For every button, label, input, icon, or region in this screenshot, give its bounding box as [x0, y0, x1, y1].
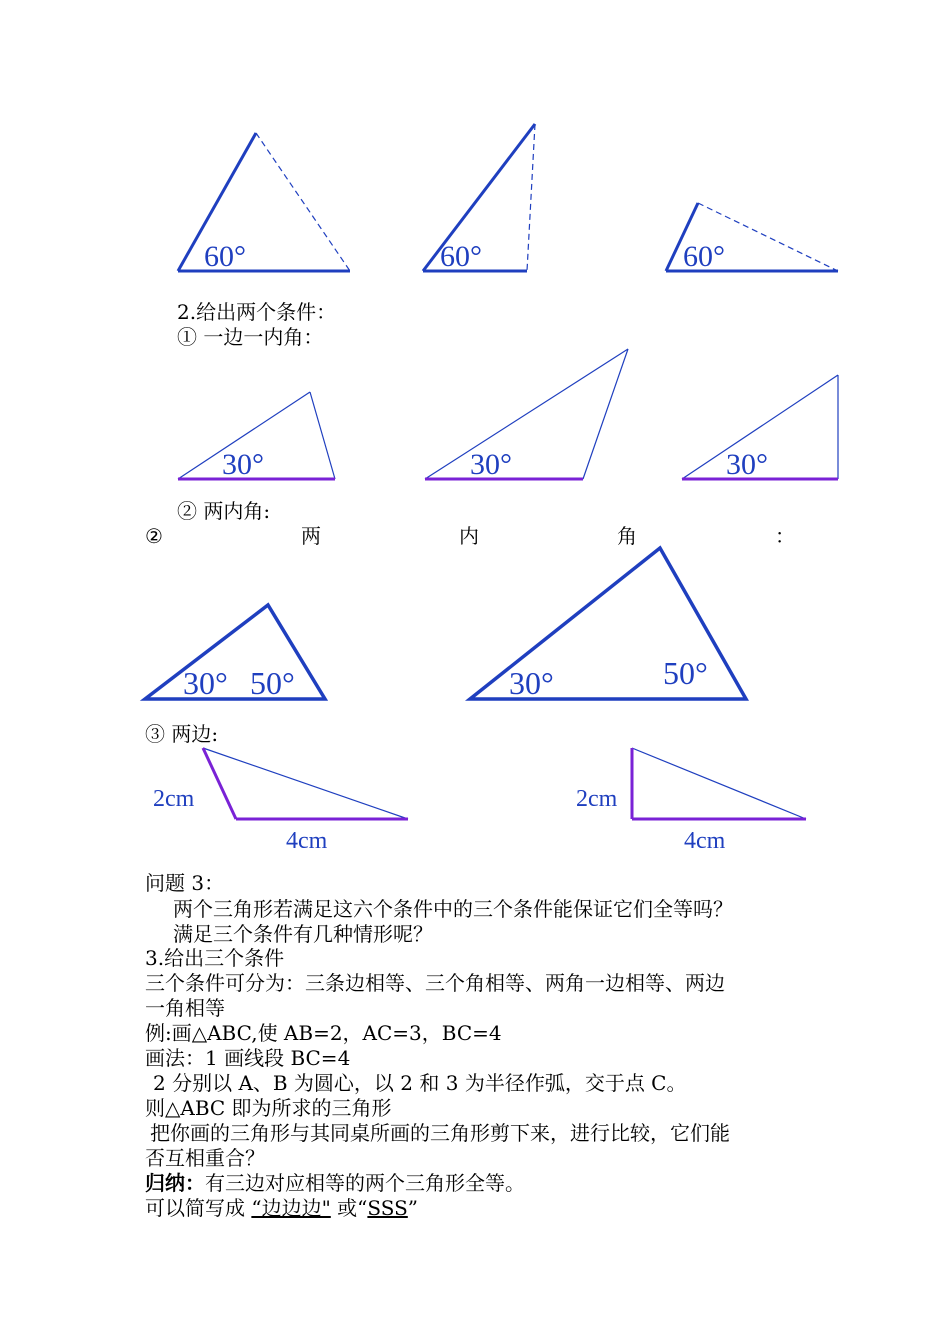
triangle-two-angles-1: [145, 605, 325, 701]
angle-label-30: 30°: [470, 448, 512, 481]
question3-line2: 满足三个条件有几种情形呢？: [173, 922, 433, 946]
side-label-4cm: 4cm: [684, 828, 726, 854]
summary-line: [145, 1171, 525, 1195]
angle-label-50: 50°: [250, 665, 295, 701]
summary-text: 有三边对应相等的两个三角形全等。: [205, 1171, 525, 1195]
example-line: 例:画△ABC,使 AB=2，AC=3，BC=4: [145, 1021, 502, 1045]
compare-line1: 把你画的三角形与其同桌所画的三角形剪下来，进行比较，它们能: [150, 1121, 730, 1145]
spread-char: ②: [145, 524, 163, 548]
section3-line1: 三个条件可分为：三条边相等、三个角相等、两角一边相等、两边: [145, 971, 725, 995]
triangle-30-2: [425, 349, 628, 481]
short-form-line: [145, 1196, 418, 1220]
angle-label-60: 60°: [204, 240, 246, 273]
case2-spread-line: [145, 524, 795, 548]
spread-char: 内: [458, 524, 479, 548]
compare-line2: 否互相重合？: [145, 1146, 265, 1170]
side-label-2cm: 2cm: [576, 786, 618, 812]
angle-label-60: 60°: [440, 240, 482, 273]
spread-char: 两: [300, 524, 321, 548]
short-or: 或“: [337, 1196, 368, 1220]
question3-line1: 两个三角形若满足这六个条件中的三个条件能保证它们全等吗？: [173, 897, 733, 921]
method-step2: 2 分别以 A、B 为圆心，以 2 和 3 为半径作弧，交于点 C。: [153, 1071, 687, 1095]
result-line: 则△ABC 即为所求的三角形: [145, 1096, 392, 1120]
short-end: ”: [407, 1196, 419, 1220]
angle-label-30: 30°: [222, 448, 264, 481]
section3-line2: 一角相等: [145, 996, 225, 1020]
side-label-2cm: 2cm: [153, 786, 195, 812]
question3-title: 问题 3：: [145, 871, 225, 895]
triangle-two-sides-2: [576, 748, 806, 854]
short-sss-chinese: “边边边": [251, 1196, 331, 1220]
summary-label: 归纳：: [145, 1171, 205, 1195]
triangle-30-3: [682, 375, 838, 481]
spread-char: ：: [775, 524, 795, 548]
case1-label: ① 一边一内角：: [177, 325, 324, 349]
triangle-60-1: [178, 133, 350, 273]
short-sss: SSS: [367, 1196, 408, 1220]
triangle-60-3: [666, 203, 838, 273]
side-label-4cm: 4cm: [286, 828, 328, 854]
short-prefix: 可以简写成: [145, 1196, 245, 1220]
triangle-two-angles-2: [470, 548, 746, 701]
triangle-two-sides-1: [153, 748, 408, 854]
method-step1: 画法：1 画线段 BC=4: [145, 1046, 351, 1070]
spread-char: 角: [616, 524, 637, 548]
case2-label: ② 两内角:: [177, 499, 271, 523]
section2-heading: 2.给出两个条件：: [177, 300, 337, 324]
angle-label-50: 50°: [663, 655, 708, 691]
triangle-30-1: [178, 392, 335, 481]
angle-label-60: 60°: [683, 240, 725, 273]
angle-label-30: 30°: [183, 665, 228, 701]
angle-label-30: 30°: [509, 665, 554, 701]
section3-heading: 3.给出三个条件: [145, 946, 285, 970]
angle-label-30: 30°: [726, 448, 768, 481]
case3-label: ③ 两边:: [145, 722, 219, 746]
triangle-60-2: [423, 124, 535, 273]
